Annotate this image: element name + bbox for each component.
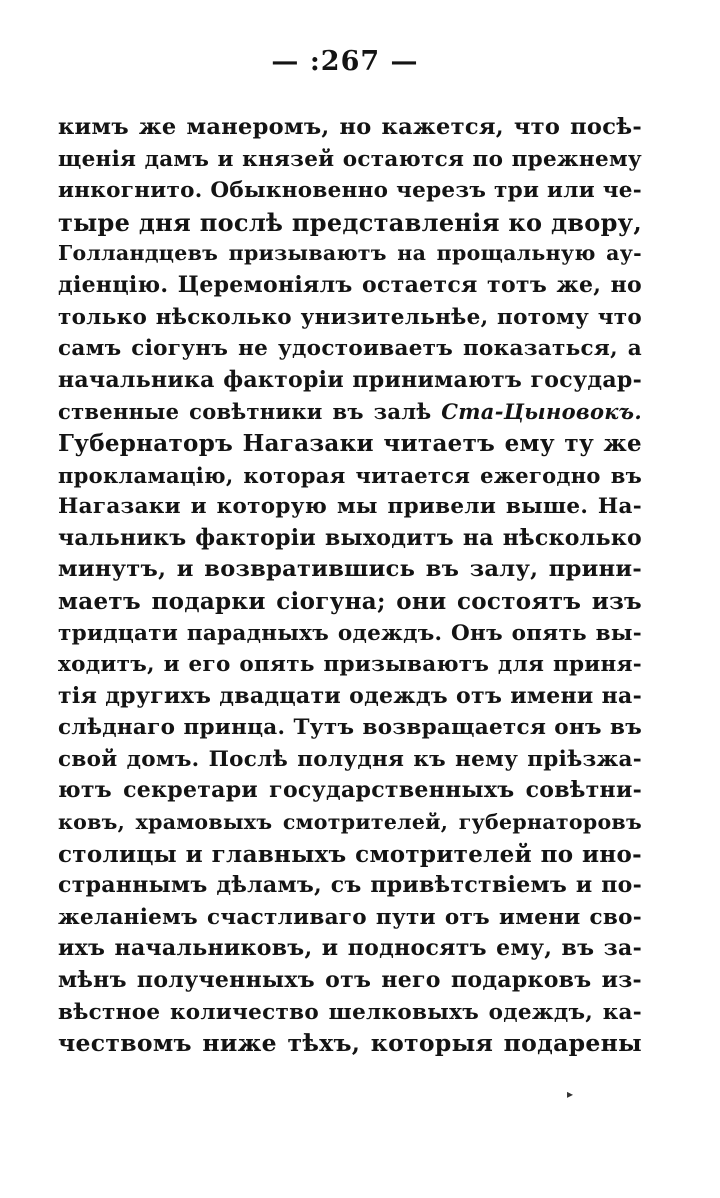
text-line: Голландцевъ призываютъ на прощальную ау- (58, 241, 642, 266)
text-line: кимъ же манеромъ, но кажется, что посѣ- (58, 114, 642, 140)
text-line: маетъ подарки сіогуна; они состоятъ изъ (58, 587, 642, 615)
text-line: тридцати парадныхъ одеждъ. Онъ опять вы- (58, 620, 642, 646)
text-line: Нагазаки и которую мы привели выше. На- (58, 494, 642, 520)
text-line: свой домъ. Послѣ полудня къ нему пріѣзжа- (58, 746, 642, 772)
text-line: слѣднаго принца. Тутъ возвращается онъ въ (58, 715, 642, 741)
text-line: желаніемъ счастливаго пути отъ имени сво- (58, 904, 642, 930)
text-line: самъ сіогунъ не удостоиваетъ показаться, а (58, 336, 642, 362)
text-line: ихъ начальниковъ, и подносятъ ему, въ за- (58, 935, 642, 962)
bottom-mark: ▸ (567, 1087, 574, 1101)
text-line: страннымъ дѣламъ, съ привѣтствіемъ и по- (58, 872, 642, 899)
text-line: чальникъ факторіи выходитъ на нѣсколько (58, 524, 642, 551)
page-number: — :267 — (271, 46, 419, 77)
text-line: тыре дня послѣ представленія ко двору, (58, 207, 642, 237)
text-line: чествомъ ниже тѣхъ, которыя подарены (58, 1029, 642, 1058)
text-line: ходитъ, и его опять призываютъ для приня- (58, 652, 642, 678)
text-line: начальника факторіи принимаютъ государ- (58, 366, 642, 393)
text-line: мѣнъ полученныхъ отъ него подарковъ из- (58, 967, 642, 994)
text-line: щенія дамъ и князей остаются по прежнему (58, 146, 642, 172)
body-text (58, 112, 642, 1060)
text-line: Губернаторъ Нагазаки читаетъ ему ту же (58, 429, 642, 457)
text-line: вѣстное количество шелковыхъ одеждъ, ка- (58, 999, 642, 1025)
italic-place-name: Ста-Цыновокъ. (441, 399, 642, 425)
text-line: минутъ, и возвратившись въ залу, прини- (58, 556, 642, 583)
text-line: столицы и главныхъ смотрителей по ино- (58, 840, 642, 868)
text-line: прокламацію, которая читается ежегодно въ (58, 462, 642, 488)
text-line-with-italic (58, 396, 642, 428)
text-line: только нѣсколько унизительнѣе, потому что (58, 304, 642, 330)
text-line-start: ственные совѣтники въ залѣ (58, 399, 432, 425)
text-line: діенцію. Церемоніялъ остается тотъ же, но (58, 271, 642, 298)
text-line: ковъ, храмовыхъ смотрителей, губернаторовъ (58, 810, 642, 835)
text-line: ютъ секретари государственныхъ совѣтни- (58, 777, 642, 804)
text-line: инкогнито. Обыкновенно черезъ три или че- (58, 178, 642, 204)
text-line: тія другихъ двадцати одеждъ отъ имени на- (58, 682, 642, 709)
